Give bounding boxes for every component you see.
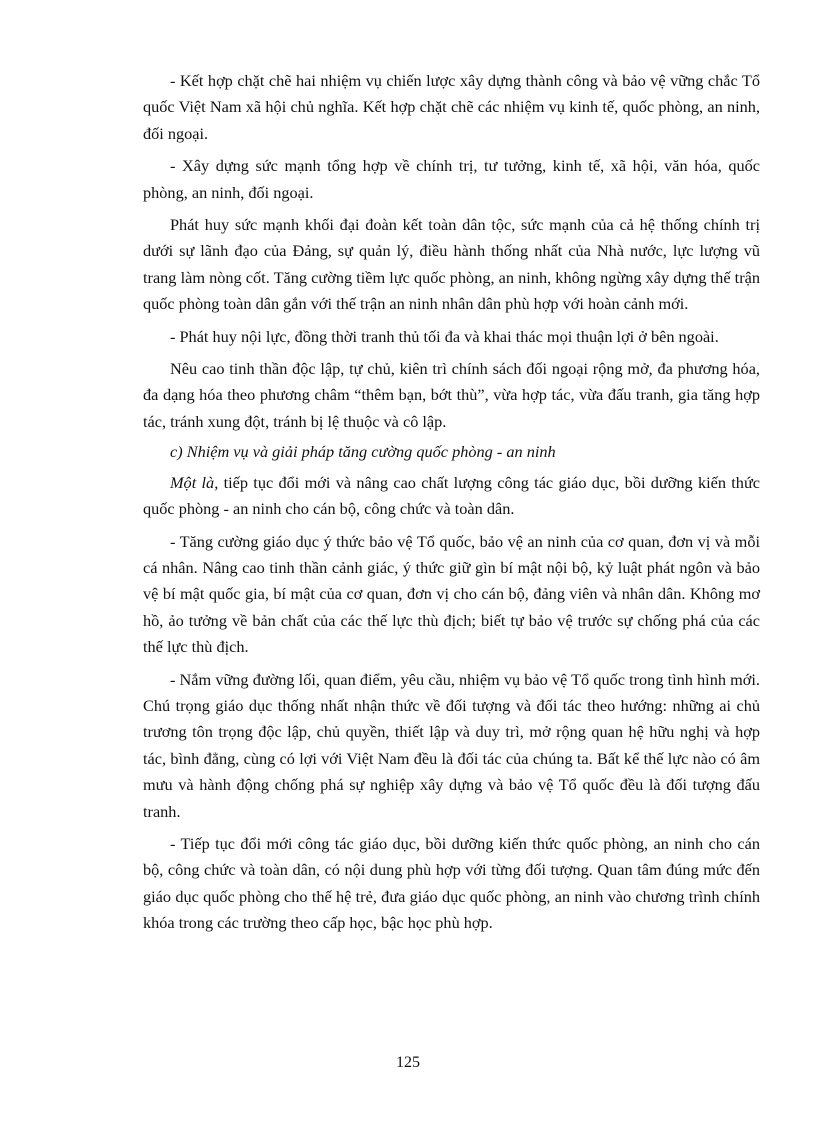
paragraph: Nêu cao tinh thần độc lập, tự chủ, kiên trì chính sách đối ngoại rộng mở, đa phương hóa, đa dạng hóa theo phương châm “thêm bạn, bớt thù”, vừa hợp tác, vừa đấu tranh, gia tăng hợp tác, tránh xung đột, tránh bị lệ thuộc và cô lập. [143,359,760,431]
paragraph [143,470,760,523]
paragraph: - Phát huy nội lực, đồng thời tranh thủ tối đa và khai thác mọi thuận lợi ở bên ngoài. [170,326,719,346]
paragraph-lead: Một là, [170,472,219,492]
paragraph: - Nắm vững đường lối, quan điểm, yêu cầu, nhiệm vụ bảo vệ Tổ quốc trong tình hình mới. Chú trọng giáo dục thống nhất nhận thức về đối tượng và đối tác theo hướng: những ai chủ trương tôn trọng độc lập, chủ quyền, thiết lập và duy trì, mở rộng quan hệ hữu nghị và hợp tác, bình đẳng, cùng có lợi với Việt Nam đều là đối tác của chúng ta. Bất kể thế lực nào có âm mưu và hành động chống phá sự nghiệp xây dựng và bảo vệ Tổ quốc đều là đối tượng đấu tranh. [143,669,760,821]
paragraph: - Tăng cường giáo dục ý thức bảo vệ Tổ quốc, bảo vệ an ninh của cơ quan, đơn vị và mỗi cá nhân. Nâng cao tinh thần cảnh giác, ý thức giữ gìn bí mật nội bộ, kỷ luật phát ngôn và bảo vệ bí mật quốc gia, bí mật của cơ quan, đơn vị cho cán bộ, đảng viên và nhân dân. Không mơ hồ, ảo tưởng về bản chất của các thế lực thù địch; biết tự bảo vệ trước sự chống phá của các thế lực thù địch. [143,531,760,657]
paragraph: Phát huy sức mạnh khối đại đoàn kết toàn dân tộc, sức mạnh của cả hệ thống chính trị dưới sự lãnh đạo của Đảng, sự quản lý, điều hành thống nhất của Nhà nước, lực lượng vũ trang làm nòng cốt. Tăng cường tiềm lực quốc phòng, an ninh, không ngừng xây dựng thế trận quốc phòng toàn dân gắn với thế trận an ninh nhân dân phù hợp với hoàn cảnh mới. [143,215,760,314]
paragraph: - Xây dựng sức mạnh tổng hợp về chính trị, tư tưởng, kinh tế, xã hội, văn hóa, quốc phòng, an ninh, đối ngoại. [143,156,760,202]
page-number: 125 [396,1054,420,1071]
section-heading-text: c) Nhiệm vụ và giải pháp tăng cường quốc phòng - an ninh [170,442,556,462]
body-text [143,68,760,943]
paragraph-text: tiếp tục đổi mới và nâng cao chất lượng công tác giáo dục, bồi dưỡng kiến thức quốc phòng - an ninh cho cán bộ, công chức và toàn dân. [143,472,761,519]
paragraph: - Tiếp tục đổi mới công tác giáo dục, bồi dưỡng kiến thức quốc phòng, an ninh cho cán bộ, công chức và toàn dân, có nội dung phù hợp với từng đối tượng. Quan tâm đúng mức đến giáo dục quốc phòng cho thế hệ trẻ, đưa giáo dục quốc phòng, an ninh vào chương trình chính khóa trong các trường theo cấp học, bậc học phù hợp. [143,833,760,933]
paragraph: - Kết hợp chặt chẽ hai nhiệm vụ chiến lược xây dựng thành công và bảo vệ vững chắc Tổ quốc Việt Nam xã hội chủ nghĩa. Kết hợp chặt chẽ các nhiệm vụ kinh tế, quốc phòng, an ninh, đối ngoại. [143,71,760,143]
section-heading [143,439,760,465]
